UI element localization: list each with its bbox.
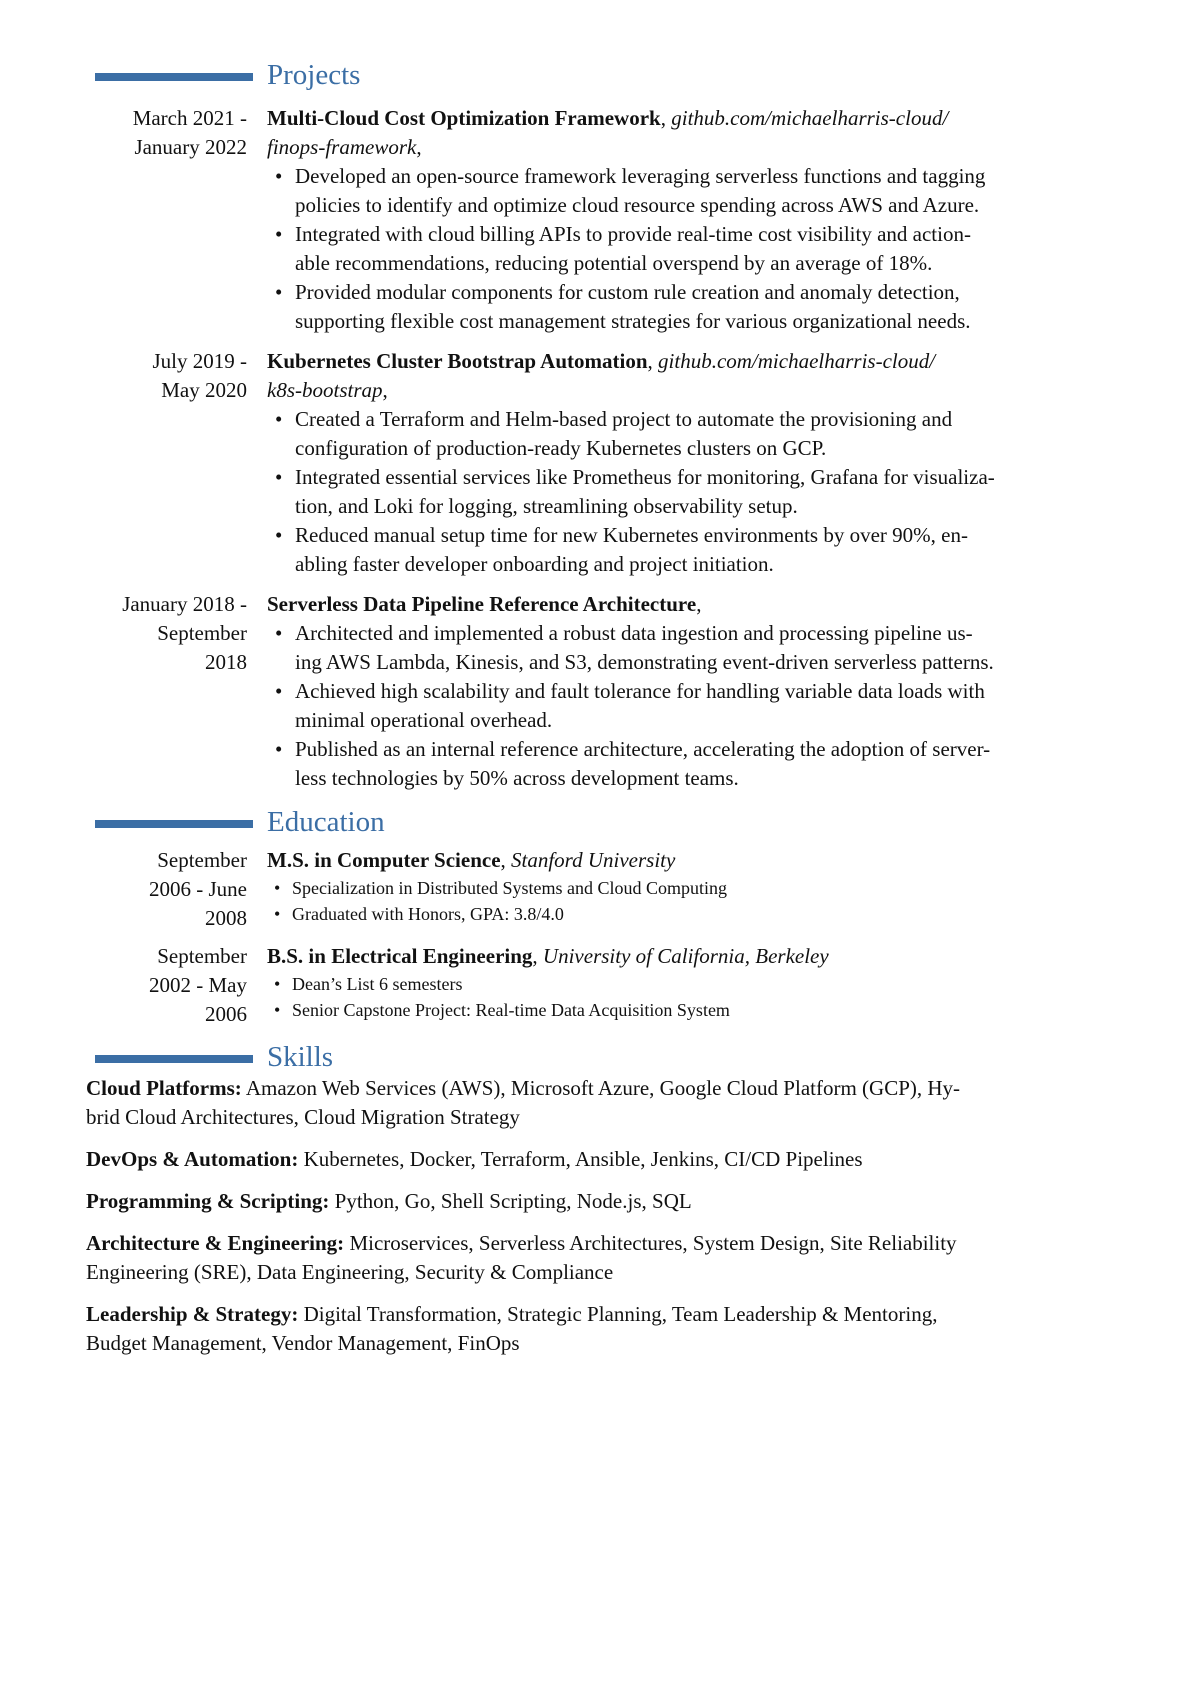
list-item (267, 521, 1107, 579)
entry-heading (267, 942, 1107, 971)
bullet-text: able recommendations, reducing potential overspend by an average of 18%. (295, 251, 933, 275)
bullet-icon: • (274, 974, 281, 994)
project-title: Kubernetes Cluster Bootstrap Automation (267, 349, 648, 373)
list-item (267, 875, 1107, 901)
bullet-icon: • (275, 621, 283, 645)
bullet-text: policies to identify and optimize cloud resource spending across AWS and Azure. (295, 193, 980, 217)
bullet-text: Achieved high scalability and fault tolerance for handling variable data loads with (295, 679, 985, 703)
list-item (267, 735, 1107, 793)
bullet-text: Senior Capstone Project: Real-time Data Acquisition System (292, 1000, 730, 1020)
bullet-text: Developed an open-source framework leveraging serverless functions and tagging (295, 164, 986, 188)
bullet-text: minimal operational overhead. (295, 708, 553, 732)
date-line: May 2020 (161, 378, 247, 402)
skill-category: Leadership & Strategy: (86, 1302, 299, 1326)
school-name: Stanford University (511, 848, 676, 872)
bullet-text: Graduated with Honors, GPA: 3.8/4.0 (292, 904, 564, 924)
bullet-text: less technologies by 50% across development teams. (295, 766, 739, 790)
bullet-list (267, 162, 1107, 336)
degree-title: M.S. in Computer Science (267, 848, 501, 872)
trailing-comma: , (416, 135, 422, 159)
skill-line (86, 1187, 1106, 1216)
date-line: 2006 - June (149, 877, 247, 901)
entry-heading (267, 347, 1107, 376)
bullet-icon: • (275, 523, 283, 547)
skill-values-cont: brid Cloud Architectures, Cloud Migration Strategy (86, 1105, 520, 1129)
list-item (267, 463, 1107, 521)
entry-body (267, 846, 1107, 927)
skill-line (86, 1074, 1106, 1103)
bullet-icon: • (275, 222, 283, 246)
separator: , (532, 944, 543, 968)
entry-date (90, 590, 247, 677)
date-line: January 2018 - (122, 592, 247, 616)
skill-values: Microservices, Serverless Architectures, System Design, Site Reliability (349, 1231, 957, 1255)
skill-group (86, 1300, 1106, 1358)
bullet-text: Dean’s List 6 semesters (292, 974, 463, 994)
entry-heading (267, 846, 1107, 875)
entry-body (267, 942, 1107, 1023)
bullet-text: Published as an internal reference architecture, accelerating the adoption of server- (295, 737, 991, 761)
entry-body (267, 590, 1107, 793)
project-title: Serverless Data Pipeline Reference Architecture (267, 592, 697, 616)
list-item (267, 971, 1107, 997)
skill-line (86, 1145, 1106, 1174)
date-line: March 2021 - (132, 106, 247, 130)
bullet-text: Specialization in Distributed Systems and Cloud Computing (292, 878, 727, 898)
list-item (267, 278, 1107, 336)
bullet-text: ing AWS Lambda, Kinesis, and S3, demonstrating event-driven serverless patterns. (295, 650, 994, 674)
list-item (267, 405, 1107, 463)
degree-title: B.S. in Electrical Engineering (267, 944, 533, 968)
bullet-icon: • (275, 679, 283, 703)
date-line: September (157, 621, 247, 645)
bullet-text: abling faster developer onboarding and project initiation. (295, 552, 774, 576)
bullet-text: supporting flexible cost management strategies for various organizational needs. (295, 309, 971, 333)
bullet-text: Architected and implemented a robust data ingestion and processing pipeline us- (295, 621, 973, 645)
project-title: Multi-Cloud Cost Optimization Framework (267, 106, 661, 130)
entry-heading-cont (267, 133, 1107, 162)
list-item (267, 619, 1107, 677)
section-header-education (95, 805, 1095, 841)
bullet-icon: • (274, 904, 281, 924)
separator: , (647, 349, 653, 373)
skill-category: Cloud Platforms: (86, 1076, 242, 1100)
date-line: September (157, 848, 247, 872)
bullet-icon: • (275, 465, 283, 489)
list-item (267, 677, 1107, 735)
project-link-cont[interactable]: finops-framework (267, 135, 417, 159)
bullet-text: Reduced manual setup time for new Kubernetes environments by over 90%, en- (295, 523, 968, 547)
bullet-icon: • (274, 1000, 281, 1020)
entry-heading (267, 590, 1107, 619)
bullet-list (267, 875, 1107, 927)
list-item (267, 997, 1107, 1023)
date-line: 2002 - May (149, 973, 247, 997)
entry-date (90, 846, 247, 933)
skill-category: Programming & Scripting: (86, 1189, 330, 1213)
skill-category: Architecture & Engineering: (86, 1231, 345, 1255)
list-item (267, 901, 1107, 927)
section-title: Projects (267, 59, 361, 91)
section-header-projects (95, 58, 1095, 94)
skill-values-cont: Engineering (SRE), Data Engineering, Security & Compliance (86, 1260, 614, 1284)
entry-heading-cont (267, 376, 1107, 405)
bullet-list (267, 619, 1107, 793)
bullet-text: Created a Terraform and Helm-based project to automate the provisioning and (295, 407, 953, 431)
section-title: Education (267, 806, 385, 838)
date-line: January 2022 (134, 135, 247, 159)
skill-category: DevOps & Automation: (86, 1147, 299, 1171)
bullet-text: tion, and Loki for logging, streamlining observability setup. (295, 494, 798, 518)
entry-date (90, 942, 247, 1029)
bullet-icon: • (275, 164, 283, 188)
trailing-comma: , (696, 592, 702, 616)
skill-values: Digital Transformation, Strategic Planning, Team Leadership & Mentoring, (303, 1302, 938, 1326)
date-line: 2006 (205, 1002, 247, 1026)
bullet-text: Provided modular components for custom rule creation and anomaly detection, (295, 280, 960, 304)
project-link[interactable]: github.com/michaelharris-cloud/ (658, 349, 936, 373)
bullet-icon: • (275, 407, 283, 431)
bullet-icon: • (275, 737, 283, 761)
section-bar (95, 73, 253, 81)
project-link[interactable]: github.com/michaelharris-cloud/ (671, 106, 949, 130)
bullet-text: Integrated with cloud billing APIs to provide real-time cost visibility and action- (295, 222, 971, 246)
section-bar (95, 820, 253, 828)
skill-values: Python, Go, Shell Scripting, Node.js, SQL (334, 1189, 692, 1213)
entry-body (267, 104, 1107, 336)
bullet-text: Integrated essential services like Prometheus for monitoring, Grafana for visualiza- (295, 465, 995, 489)
bullet-list (267, 405, 1107, 579)
entry-date (90, 104, 247, 162)
bullet-list (267, 971, 1107, 1023)
section-title: Skills (267, 1041, 334, 1073)
skill-group (86, 1074, 1106, 1132)
entry-date (90, 347, 247, 405)
trailing-comma: , (382, 378, 388, 402)
date-line: 2018 (205, 650, 247, 674)
skill-line (86, 1300, 1106, 1329)
date-line: 2008 (205, 906, 247, 930)
skill-group (86, 1229, 1106, 1287)
separator: , (500, 848, 512, 872)
separator: , (660, 106, 666, 130)
bullet-icon: • (274, 878, 281, 898)
skill-values: Kubernetes, Docker, Terraform, Ansible, Jenkins, CI/CD Pipelines (303, 1147, 863, 1171)
skill-line (86, 1229, 1106, 1258)
list-item (267, 162, 1107, 220)
bullet-text: configuration of production-ready Kubernetes clusters on GCP. (295, 436, 827, 460)
section-bar (95, 1055, 253, 1063)
date-line: September (157, 944, 247, 968)
section-header-skills (95, 1040, 1095, 1076)
bullet-icon: • (275, 280, 283, 304)
project-link-cont[interactable]: k8s-bootstrap (267, 378, 383, 402)
date-line: July 2019 - (152, 349, 247, 373)
list-item (267, 220, 1107, 278)
skill-values: Amazon Web Services (AWS), Microsoft Azure, Google Cloud Platform (GCP), Hy- (245, 1076, 961, 1100)
skill-values-cont: Budget Management, Vendor Management, FinOps (86, 1331, 520, 1355)
school-name: University of California, Berkeley (542, 944, 829, 968)
skill-group (86, 1145, 1106, 1174)
entry-heading (267, 104, 1107, 133)
skill-group (86, 1187, 1106, 1216)
entry-body (267, 347, 1107, 579)
